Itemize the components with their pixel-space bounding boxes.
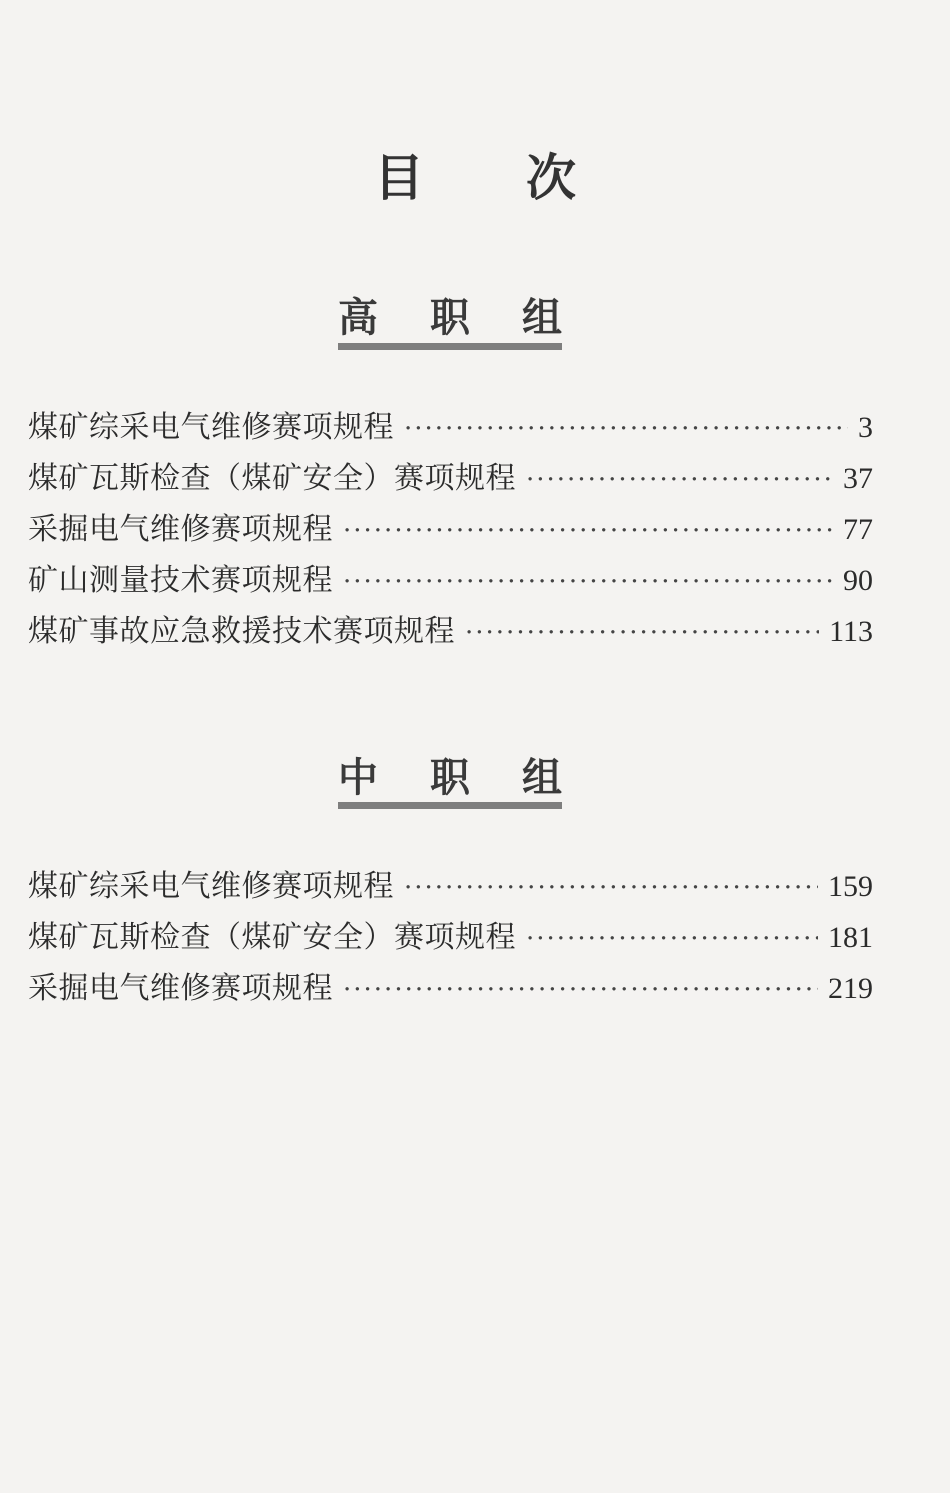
toc-entry-title: 煤矿事故应急救援技术赛项规程 (28, 614, 455, 649)
toc-list-higher-vocational (28, 402, 873, 657)
section-heading-higher-vocational (338, 286, 562, 343)
section-heading-char: 组 (522, 754, 562, 801)
toc-entry-page: 113 (829, 615, 873, 648)
dot-leader (404, 863, 818, 914)
toc-entry-title: 煤矿综采电气维修赛项规程 (28, 410, 394, 445)
page-title-char-2: 次 (526, 148, 576, 207)
toc-entry-page: 3 (858, 411, 873, 444)
toc-entry[interactable] (28, 963, 873, 1014)
toc-entry-title: 煤矿瓦斯检查（煤矿安全）赛项规程 (28, 920, 516, 955)
section-heading-char: 高 (338, 294, 378, 341)
toc-entry-page: 90 (843, 564, 873, 597)
toc-entry-title: 采掘电气维修赛项规程 (28, 512, 333, 547)
toc-entry-title: 采掘电气维修赛项规程 (28, 971, 333, 1006)
section-heading-char: 职 (430, 294, 470, 341)
section-underline (338, 802, 562, 809)
toc-entry-page: 219 (828, 972, 873, 1005)
section-heading-char: 组 (522, 294, 562, 341)
dot-leader (343, 506, 833, 557)
toc-entry[interactable] (28, 402, 873, 453)
toc-entry-page: 37 (843, 462, 873, 495)
page-title (0, 138, 950, 210)
dot-leader (343, 965, 818, 1016)
toc-entry-page: 181 (828, 921, 873, 954)
section-heading-char: 职 (430, 754, 470, 801)
dot-leader (526, 914, 818, 965)
page-title-char-1: 目 (374, 148, 424, 207)
toc-list-secondary-vocational (28, 861, 873, 1014)
section-heading-secondary-vocational (338, 746, 562, 803)
toc-entry-title: 煤矿瓦斯检查（煤矿安全）赛项规程 (28, 461, 516, 496)
dot-leader (343, 557, 833, 608)
toc-entry-title: 煤矿综采电气维修赛项规程 (28, 869, 394, 904)
toc-entry-title: 矿山测量技术赛项规程 (28, 563, 333, 598)
toc-entry-page: 77 (843, 513, 873, 546)
toc-entry[interactable] (28, 912, 873, 963)
toc-entry[interactable] (28, 453, 873, 504)
toc-entry[interactable] (28, 861, 873, 912)
toc-entry[interactable] (28, 606, 873, 657)
toc-entry[interactable] (28, 555, 873, 606)
section-underline (338, 343, 562, 350)
toc-entry-page: 159 (828, 870, 873, 903)
toc-entry[interactable] (28, 504, 873, 555)
section-heading-char: 中 (338, 754, 378, 801)
dot-leader (526, 455, 833, 506)
dot-leader (404, 404, 848, 455)
dot-leader (465, 608, 819, 659)
